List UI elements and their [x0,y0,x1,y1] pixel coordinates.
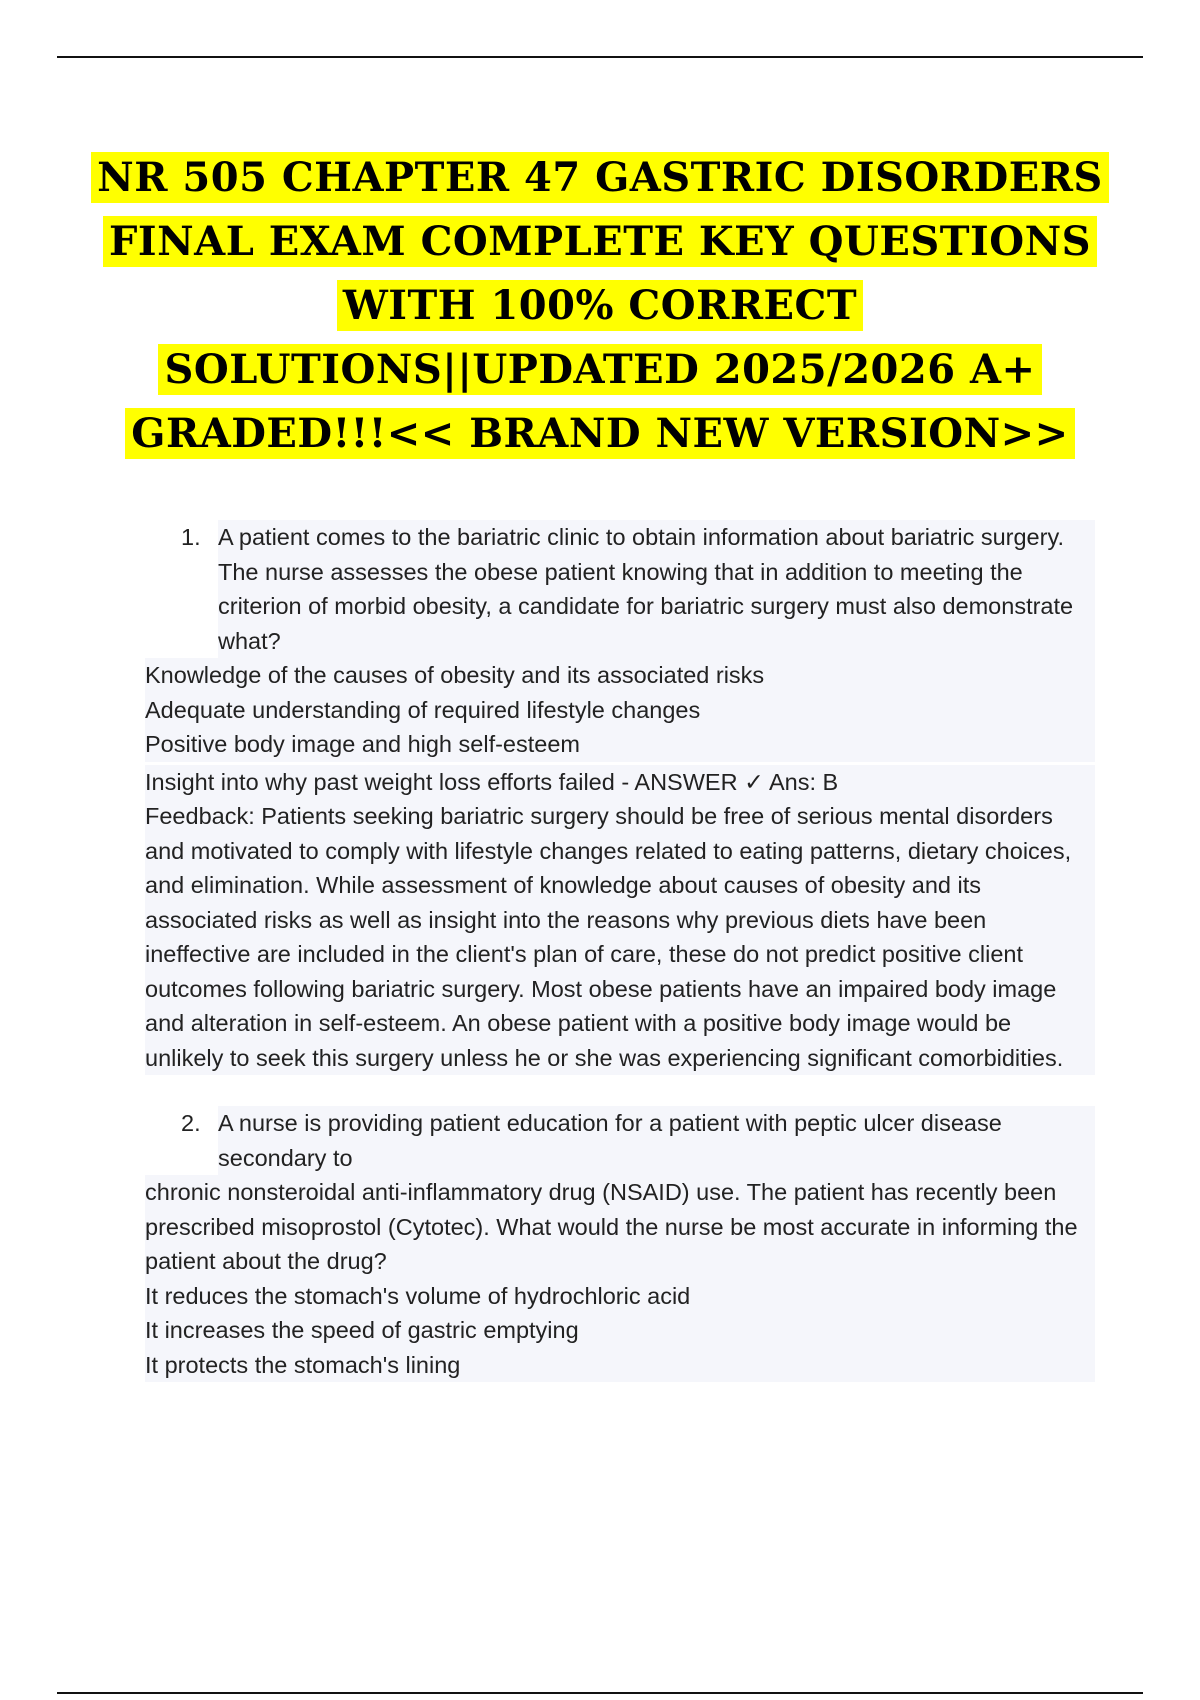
answer-option: Positive body image and high self-esteem [145,727,1095,762]
document-title [60,146,1140,466]
question-stem: A patient comes to the bariatric clinic to obtain information about bariatric surgery. The nurse assesses the obese patient knowing that in addition to meeting the criterion of morbid obesity, a candidate for bariatric surgery must also demonstrate what? [218,520,1095,658]
question-number: 2. [181,1110,201,1136]
feedback-text: Feedback: Patients seeking bariatric surgery should be free of serious mental disorders and motivated to comply with lifestyle changes related to eating patterns, dietary choices, and elimination. While assessment of knowledge about causes of obesity and its associated risks as well as insight into the reasons why previous diets have been ineffective are included in the client's plan of care, these do not predict positive client outcomes following bariatric surgery. Most obese patients have an impaired body image and alteration in self-esteem. An obese patient with a positive body image would be unlikely to seek this surgery unless he or she was experiencing significant comorbidities. [145,799,1095,1075]
answer-line: Insight into why past weight loss efforts failed - ANSWER ✓ Ans: B [145,765,1095,800]
question-2 [145,1106,1095,1175]
question-stem: A nurse is providing patient education for a patient with peptic ulcer disease secondary to [218,1106,1095,1175]
answer-option: It reduces the stomach's volume of hydrochloric acid [145,1279,1095,1314]
title-line: FINAL EXAM COMPLETE KEY QUESTIONS [103,216,1097,267]
bottom-rule [57,1692,1143,1694]
answer-option: Knowledge of the causes of obesity and its associated risks [145,658,1095,693]
title-line: NR 505 CHAPTER 47 GASTRIC DISORDERS [91,152,1109,203]
top-rule [57,56,1143,58]
question-stem-continued: chronic nonsteroidal anti-inflammatory drug (NSAID) use. The patient has recently been prescribed misoprostol (Cytotec). What would the nurse be most accurate in informing the patient about the drug? [145,1175,1095,1279]
answer-option: It protects the stomach's lining [145,1348,1095,1383]
title-line: GRADED!!!<< BRAND NEW VERSION>> [125,408,1074,459]
document-body [145,520,1095,1382]
question-number: 1. [181,524,201,550]
answer-option: It increases the speed of gastric emptying [145,1313,1095,1348]
answer-option: Adequate understanding of required lifestyle changes [145,693,1095,728]
title-line: SOLUTIONS||UPDATED 2025/2026 A+ [158,344,1041,395]
title-line: WITH 100% CORRECT [337,280,863,331]
question-1 [145,520,1095,658]
